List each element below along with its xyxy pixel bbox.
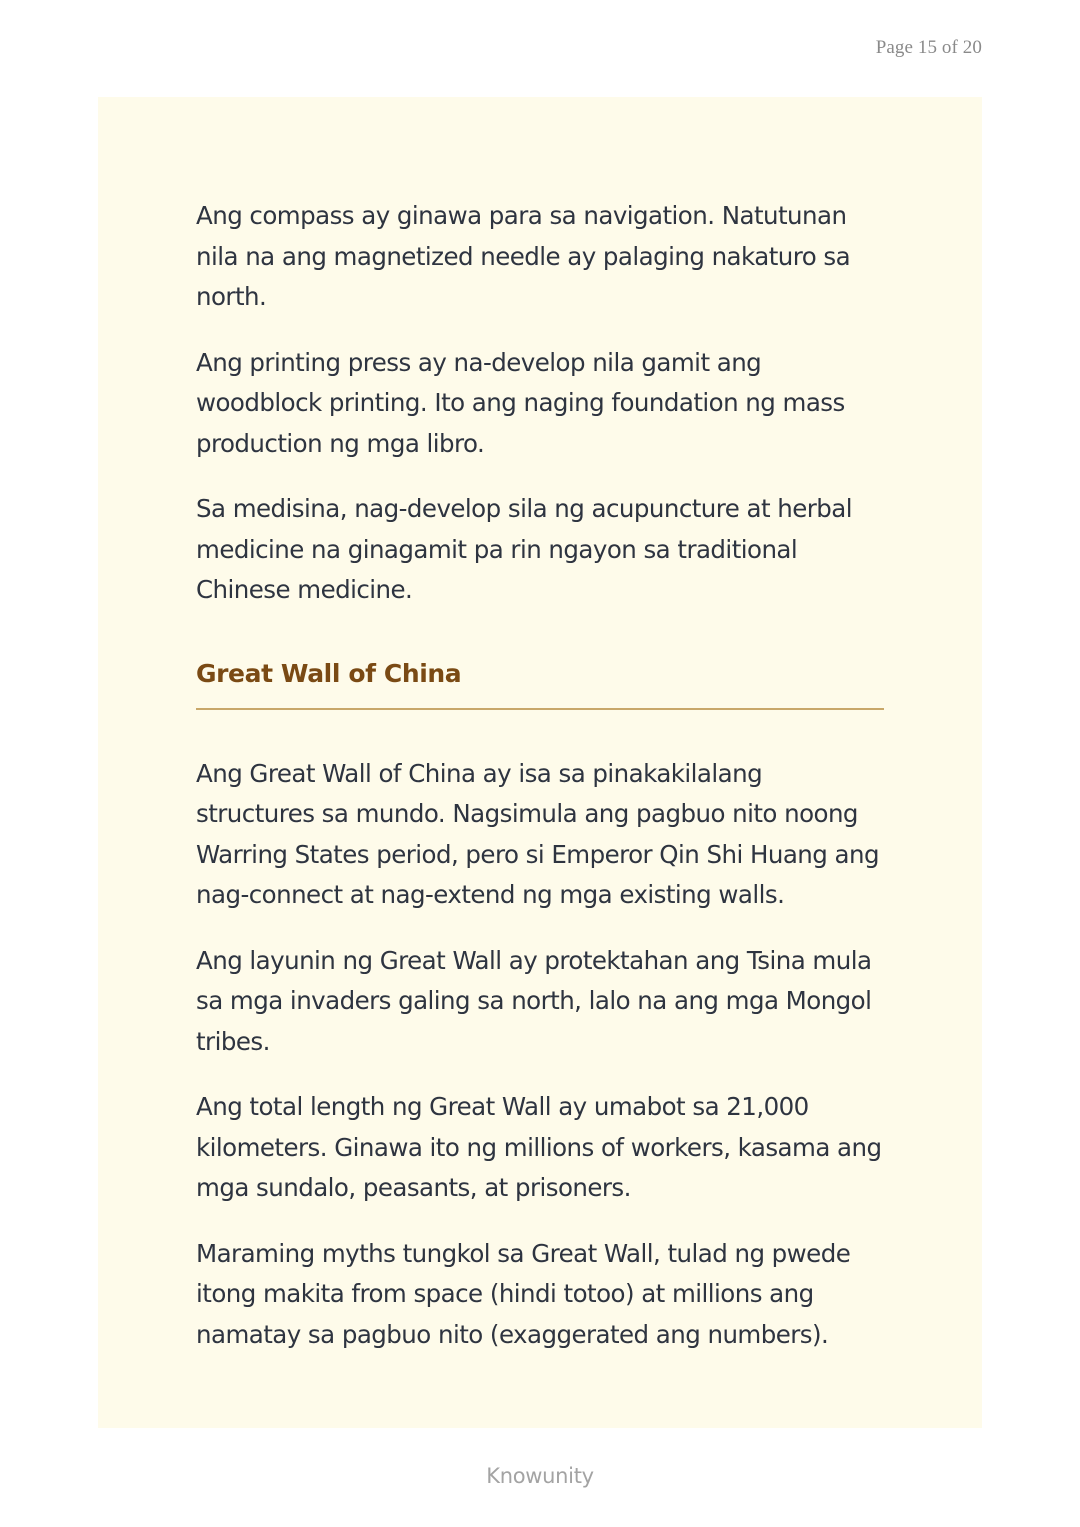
section-heading: Great Wall of China: [196, 658, 462, 688]
content-body: [196, 196, 884, 1380]
paragraph-great-wall-length: Ang total length ng Great Wall ay umabot sa 21,000 kilometers. Ginawa ito ng millions of workers, kasama ang mga sundalo, peasants, at prisoners.: [196, 1092, 882, 1202]
page-indicator: Page 15 of 20: [875, 37, 982, 58]
footer-brand-logo: Knowunity: [486, 1464, 594, 1488]
paragraph-great-wall-purpose: Ang layunin ng Great Wall ay protektahan ang Tsina mula sa mga invaders galing sa north, lalo na ang mga Mongol tribes.: [196, 945, 872, 1056]
paragraph-printing-press: Ang printing press ay na-develop nila gamit ang woodblock printing. Ito ang naging foundation ng mass production ng mga libro.: [196, 347, 845, 458]
content-panel: [98, 97, 982, 1428]
paragraph-great-wall-myths: Maraming myths tungkol sa Great Wall, tulad ng pwede itong makita from space (hindi totoo) at millions ang namatay sa pagbuo nito (exaggerated ang numbers).: [196, 1238, 851, 1349]
paragraph-great-wall-intro: Ang Great Wall of China ay isa sa pinakakilalang structures sa mundo. Nagsimula ang pagbuo nito noong Warring States period, pero si Emperor Qin Shi Huang ang nag-connect at nag-extend ng mga existing walls.: [196, 758, 879, 909]
paragraph-compass: Ang compass ay ginawa para sa navigation. Natutunan nila na ang magnetized needle ay palaging nakaturo sa north.: [196, 201, 851, 311]
paragraph-medicine: Sa medisina, nag-develop sila ng acupuncture at herbal medicine na ginagamit pa rin ngayon sa traditional Chinese medicine.: [196, 494, 853, 604]
heading-divider: [196, 708, 884, 710]
